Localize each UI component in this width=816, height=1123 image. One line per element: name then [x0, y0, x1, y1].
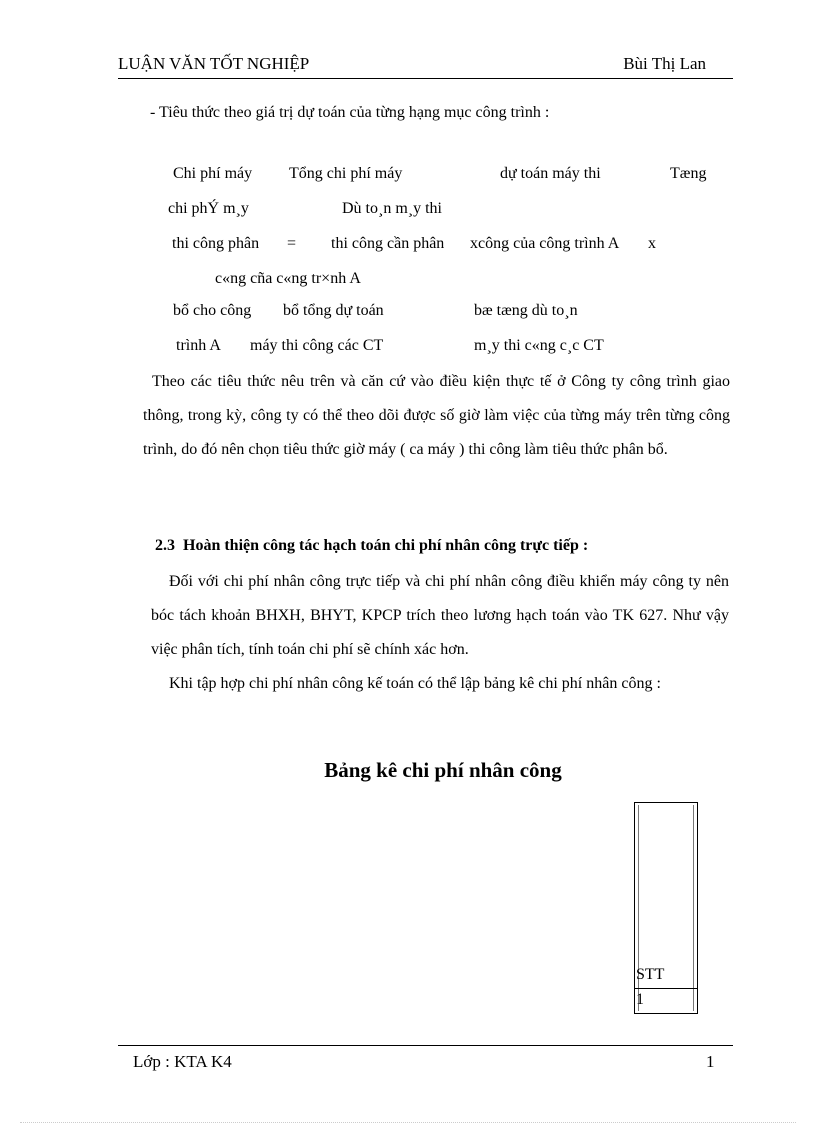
header-author: Bùi Thị Lan	[623, 54, 706, 73]
table-row-divider	[634, 988, 698, 989]
header-title: LUẬN VĂN TỐT NGHIỆP	[118, 54, 310, 73]
paragraph: Khi tập hợp chi phí nhân công kế toán có thể lập bảng kê chi phí nhân công :	[169, 675, 661, 692]
paragraph: Theo các tiêu thức nêu trên và căn cứ vào điều kiện thực tế ở Công ty công trình giao thông, trong kỳ, công ty có thể theo dõi được số giờ làm việc của từng máy trên từng công trình, do đó nên chọn tiêu thức giờ máy ( ca máy ) thi công làm tiêu thức phân bổ.	[143, 373, 730, 458]
footer-divider	[118, 1045, 733, 1046]
formula-text: thi công cần phân	[331, 235, 445, 252]
footer-class: Lớp : KTA K4	[133, 1052, 232, 1071]
formula-text: thi công phân	[172, 235, 260, 252]
formula-multiply: x	[648, 235, 656, 252]
table-title: Bảng kê chi phí nhân công	[324, 758, 562, 782]
formula-text: xcông của công trình A	[470, 235, 620, 252]
formula-text: m¸y thi c«ng c¸c CT	[474, 337, 604, 354]
formula-text: bæ tæng dù to¸n	[474, 302, 578, 319]
formula-text: Dù to¸n m¸y thi	[342, 200, 442, 217]
section-number: 2.3	[155, 537, 175, 554]
section-title: Hoàn thiện công tác hạch toán chi phí nhân công trực tiếp :	[183, 537, 589, 554]
formula-text: Tổng chi phí máy	[289, 165, 403, 182]
header-divider	[118, 78, 733, 79]
formula-equals: =	[287, 235, 297, 252]
table-cell-stt: 1	[636, 991, 644, 1008]
formula-text: máy thi công các CT	[250, 337, 384, 354]
formula-text: trình A	[176, 337, 221, 354]
section-heading	[155, 537, 588, 555]
formula-text: Chi phí máy	[173, 165, 253, 182]
formula-text: Tæng	[670, 165, 707, 182]
formula-text: chi phÝ m¸y	[168, 200, 249, 217]
paragraph: Đối với chi phí nhân công trực tiếp và chi phí nhân công điều khiển máy công ty nên bóc tách khoản BHXH, BHYT, KPCP trích theo lương hạch toán vào TK 627. Như vậy việc phân tích, tính toán chi phí sẽ chính xác hơn.	[151, 573, 729, 658]
intro-line: - Tiêu thức theo giá trị dự toán của từng hạng mục công trình :	[150, 104, 550, 121]
formula-text: bổ tổng dự toán	[283, 302, 384, 319]
formula-text: c«ng cña c«ng tr×nh A	[215, 270, 361, 287]
page-number: 1	[706, 1052, 715, 1071]
table-header-stt: STT	[636, 966, 665, 983]
formula-text: dự toán máy thi	[500, 165, 601, 182]
formula-text: bổ cho công	[173, 302, 252, 319]
